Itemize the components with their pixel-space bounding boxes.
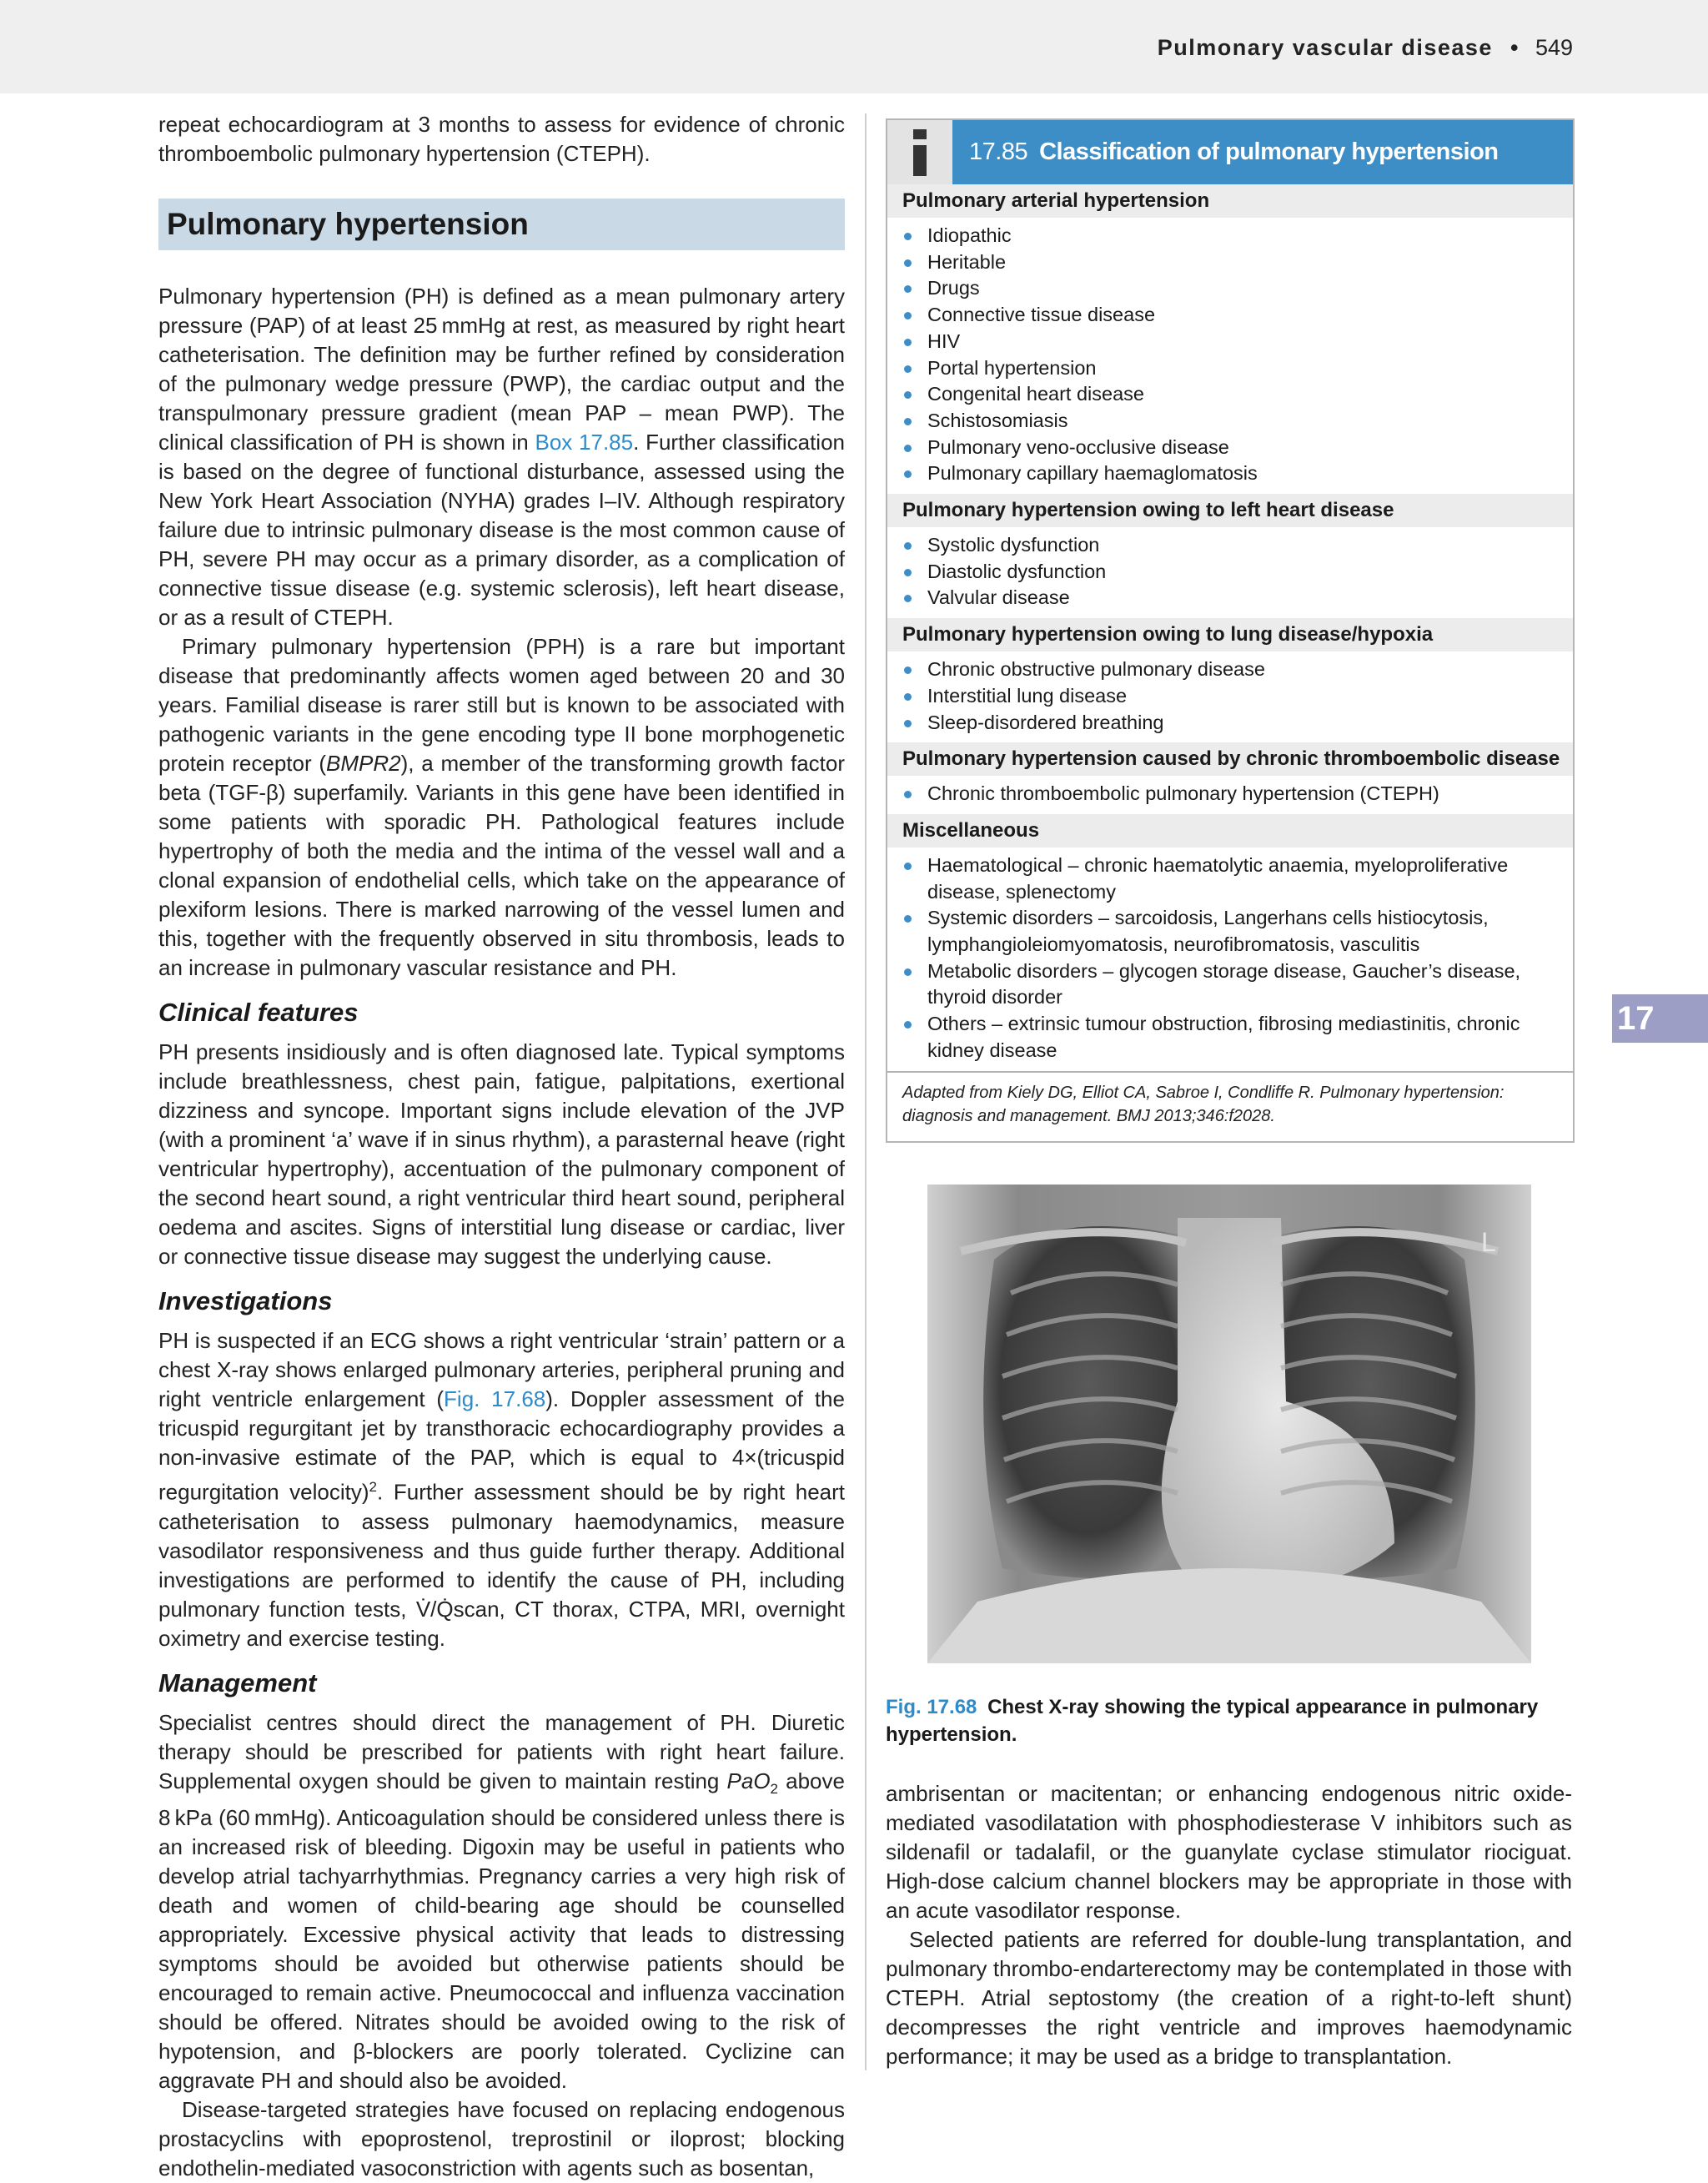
classification-box	[886, 118, 1575, 1143]
disease-targeted-paragraph: Disease-targeted strategies have focused on replacing endogenous prostacyclins with epoprostenol, treprostinil or iloprost; blocking endothelin-mediated vasoconstriction with agents such as bosentan,	[158, 2096, 845, 2180]
section-heading	[158, 199, 845, 250]
investigations-paragraph	[158, 1326, 845, 1653]
pph-paragraph	[158, 632, 845, 983]
column-divider	[865, 113, 867, 2070]
list-item: Portal hypertension	[887, 355, 1573, 382]
list-item: Interstitial lung disease	[887, 683, 1573, 710]
category-heading: Pulmonary hypertension owing to lung disease/hypoxia	[887, 618, 1573, 651]
text-run: Pulmonary hypertension (PH) is defined as a mean pulmonary artery pressure (PAP) of at least 25 mmHg at rest, as measured by right heart catheterisation. The definition may be further refined by consideration of the pulmonary wedge pressure (PWP), the cardiac output and the transpulmonary pressure gradient (mean PAP – mean PWP). The clinical classification of PH is shown in	[158, 284, 845, 455]
list-item: Haematological – chronic haematolytic anaemia, myeloproliferative disease, splenectomy	[887, 853, 1573, 905]
gene-name: BMPR2	[326, 751, 401, 776]
category-list	[887, 218, 1573, 494]
list-item: Heritable	[887, 249, 1573, 276]
list-item: Diastolic dysfunction	[887, 559, 1573, 586]
subscript: 2	[770, 1780, 779, 1797]
list-item: Connective tissue disease	[887, 302, 1573, 329]
list-item: Systolic dysfunction	[887, 532, 1573, 559]
text-run: . Further assessment should be by right heart catheterisation to assess pulmonary haemodynamics, measure vasodilator responsiveness and thus guide further therapy. Additional investigations are performed to identify the cause of PH, including pulmonary function tests, V̇/Q̇scan, CT thorax, CTPA, MRI, overnight oximetry and exercise testing.	[158, 1479, 845, 1651]
list-item: Others – extrinsic tumour obstruction, fibrosing mediastinitis, chronic kidney disease	[887, 1011, 1573, 1064]
list-item: Drugs	[887, 275, 1573, 302]
left-column	[158, 110, 845, 2183]
category-list	[887, 651, 1573, 742]
page-number: 549	[1535, 35, 1573, 60]
list-item: Chronic thromboembolic pulmonary hypertension (CTEPH)	[887, 781, 1573, 807]
list-item: Pulmonary capillary haemaglomatosis	[887, 460, 1573, 487]
management-heading: Management	[158, 1667, 317, 1698]
intro-paragraph: repeat echocardiogram at 3 months to assess for evidence of chronic thromboembolic pulmonary hypertension (CTEPH).	[158, 112, 845, 166]
category-heading: Pulmonary hypertension caused by chronic thromboembolic disease	[887, 742, 1573, 776]
therapy-paragraph: ambrisentan or macitentan; or enhancing endogenous nitric oxide-mediated vasodilatation with phosphodiesterase V inhibitors such as sildenafil or tadalafil, or the guanylate cyclase stimulator riociguat. High-dose calcium channel blockers may be appropriate in those with an acute vasodilator response.	[886, 1781, 1572, 1923]
text-run: ), a member of the transforming growth factor beta (TGF-β) superfamily. Variants in this gene have been identified in some patients with sporadic PH. Pathological features include hypertrophy of both the media and the intima of the vessel wall and a clonal expansion of endothelial cells, which take on the appearance of plexiform lesions. There is marked narrowing of the vessel lumen and this, together with the frequently observed in situ thrombosis, leads to an increase in pulmonary vascular resistance and PH.	[158, 751, 845, 980]
right-column-text	[886, 1779, 1572, 2071]
text-run: PH is suspected if an ECG shows a right ventricular ‘strain’ pattern or a chest X-ray shows enlarged pulmonary arteries, peripheral pruning and right ventricle enlargement (	[158, 1328, 845, 1411]
list-item: Congenital heart disease	[887, 381, 1573, 408]
figure-number: Fig. 17.68	[886, 1696, 977, 1718]
running-head	[1158, 35, 1573, 61]
list-item: HIV	[887, 329, 1573, 355]
investigations-heading: Investigations	[158, 1286, 333, 1315]
chest-xray-drawing	[927, 1185, 1531, 1663]
definition-paragraph	[158, 282, 845, 632]
clinical-features-paragraph: PH presents insidiously and is often diagnosed late. Typical symptoms include breathlessness, chest pain, fatigue, palpitations, exertional dizziness and syncope. Important signs include elevation of the JVP (with a prominent ‘a’ wave if in sinus rhythm), a parasternal heave (right ventricular hypertrophy), accentuation of the pulmonary component of the second heart sound, a right ventricular third heart sound, peripheral oedema and ascites. Signs of interstitial lung disease or cardiac, liver or connective tissue disease may suggest the underlying cause.	[158, 1039, 845, 1269]
text-run: above 8 kPa (60 mmHg). Anticoagulation should be considered unless there is an increased risk of bleeding. Digoxin may be useful in patients who develop atrial tachyarrhythmias. Pregnancy carries a very high risk of death and women of child-bearing age should be counselled appropriately. Excessive physical activity that leads to distressing symptoms should be avoided but otherwise patients should be encouraged to remain active. Pneumococcal and influenza vaccination should be offered. Nitrates should be avoided owing to the risk of hypotension, and β-blockers are poorly tolerated. Cyclizine can aggravate PH and should also be avoided.	[158, 1768, 845, 2093]
text-run: Primary pulmonary hypertension (PPH) is a rare but important disease that predominantly affects women aged between 20 and 30 years. Familial disease is rarer still but is known to be associated with pathogenic variants in the gene encoding type II bone morphogenetic protein receptor (	[158, 634, 845, 776]
section-title: Pulmonary hypertension	[167, 207, 529, 241]
category-list	[887, 776, 1573, 814]
running-title: Pulmonary vascular disease	[1157, 35, 1493, 60]
page-header	[0, 0, 1708, 93]
superscript: 2	[369, 1479, 377, 1495]
info-icon	[887, 120, 952, 184]
box-number: 17.85	[969, 138, 1028, 165]
pao2-symbol: PaO	[726, 1768, 771, 1793]
chapter-tab: 17	[1612, 994, 1708, 1043]
list-item: Valvular disease	[887, 585, 1573, 611]
list-item: Pulmonary veno-occlusive disease	[887, 435, 1573, 461]
list-item: Sleep-disordered breathing	[887, 710, 1573, 737]
chest-xray-image	[927, 1185, 1531, 1663]
figure-caption-text: Chest X-ray showing the typical appearance in pulmonary hypertension.	[886, 1696, 1539, 1746]
text-run: Specialist centres should direct the management of PH. Diuretic therapy should be prescribed for patients with right heart failure. Supplemental oxygen should be given to maintain resting	[158, 1709, 845, 1793]
category-heading: Miscellaneous	[887, 814, 1573, 848]
box-title-text: Classification of pulmonary hypertension	[1039, 138, 1499, 165]
category-heading: Pulmonary arterial hypertension	[887, 184, 1573, 218]
category-heading: Pulmonary hypertension owing to left heart disease	[887, 494, 1573, 527]
transplant-paragraph: Selected patients are referred for double-lung transplantation, and pulmonary thrombo-endarterectomy may be contemplated in those with CTEPH. Atrial septostomy (the creation of a right-to-left shunt) decompresses the right ventricle and improves haemodynamic performance; it may be used as a bridge to transplantation.	[886, 1927, 1572, 2069]
text-run: . Further classification is based on the degree of functional disturbance, assessed using the New York Heart Association (NYHA) grades I–IV. Although respiratory failure due to intrinsic pulmonary disease is the most common cause of PH, severe PH may occur as a primary disorder, as a complication of connective tissue disease (e.g. systemic sclerosis), left heart disease, or as a result of CTEPH.	[158, 430, 845, 630]
figure-caption	[886, 1693, 1553, 1748]
management-paragraph	[158, 1708, 845, 2095]
box-header	[887, 120, 1573, 184]
header-separator: •	[1510, 35, 1520, 60]
box-link[interactable]: Box 17.85	[535, 430, 634, 455]
category-list	[887, 848, 1573, 1071]
clinical-features-heading: Clinical features	[158, 998, 359, 1027]
list-item: Metabolic disorders – glycogen storage disease, Gaucher’s disease, thyroid disorder	[887, 958, 1573, 1011]
side-marker: L	[1481, 1227, 1496, 1257]
list-item: Idiopathic	[887, 223, 1573, 249]
box-title	[969, 120, 1499, 184]
category-list	[887, 527, 1573, 618]
figure-link[interactable]: Fig. 17.68	[444, 1386, 546, 1411]
box-source-note: Adapted from Kiely DG, Elliot CA, Sabroe I, Condliffe R. Pulmonary hypertension: diagnosis and management. BMJ 2013;346:f2028.	[887, 1071, 1573, 1128]
list-item: Systemic disorders – sarcoidosis, Langerhans cells histiocytosis, lymphangioleiomyomatosis, neurofibromatosis, vasculitis	[887, 905, 1573, 958]
list-item: Schistosomiasis	[887, 408, 1573, 435]
text-run: ). Doppler assessment of the tricuspid regurgitant jet by transthoracic echocardiography provides a non-invasive estimate of the PAP, which is equal to 4×(tricuspid regurgitation velocity)	[158, 1386, 845, 1505]
list-item: Chronic obstructive pulmonary disease	[887, 656, 1573, 683]
